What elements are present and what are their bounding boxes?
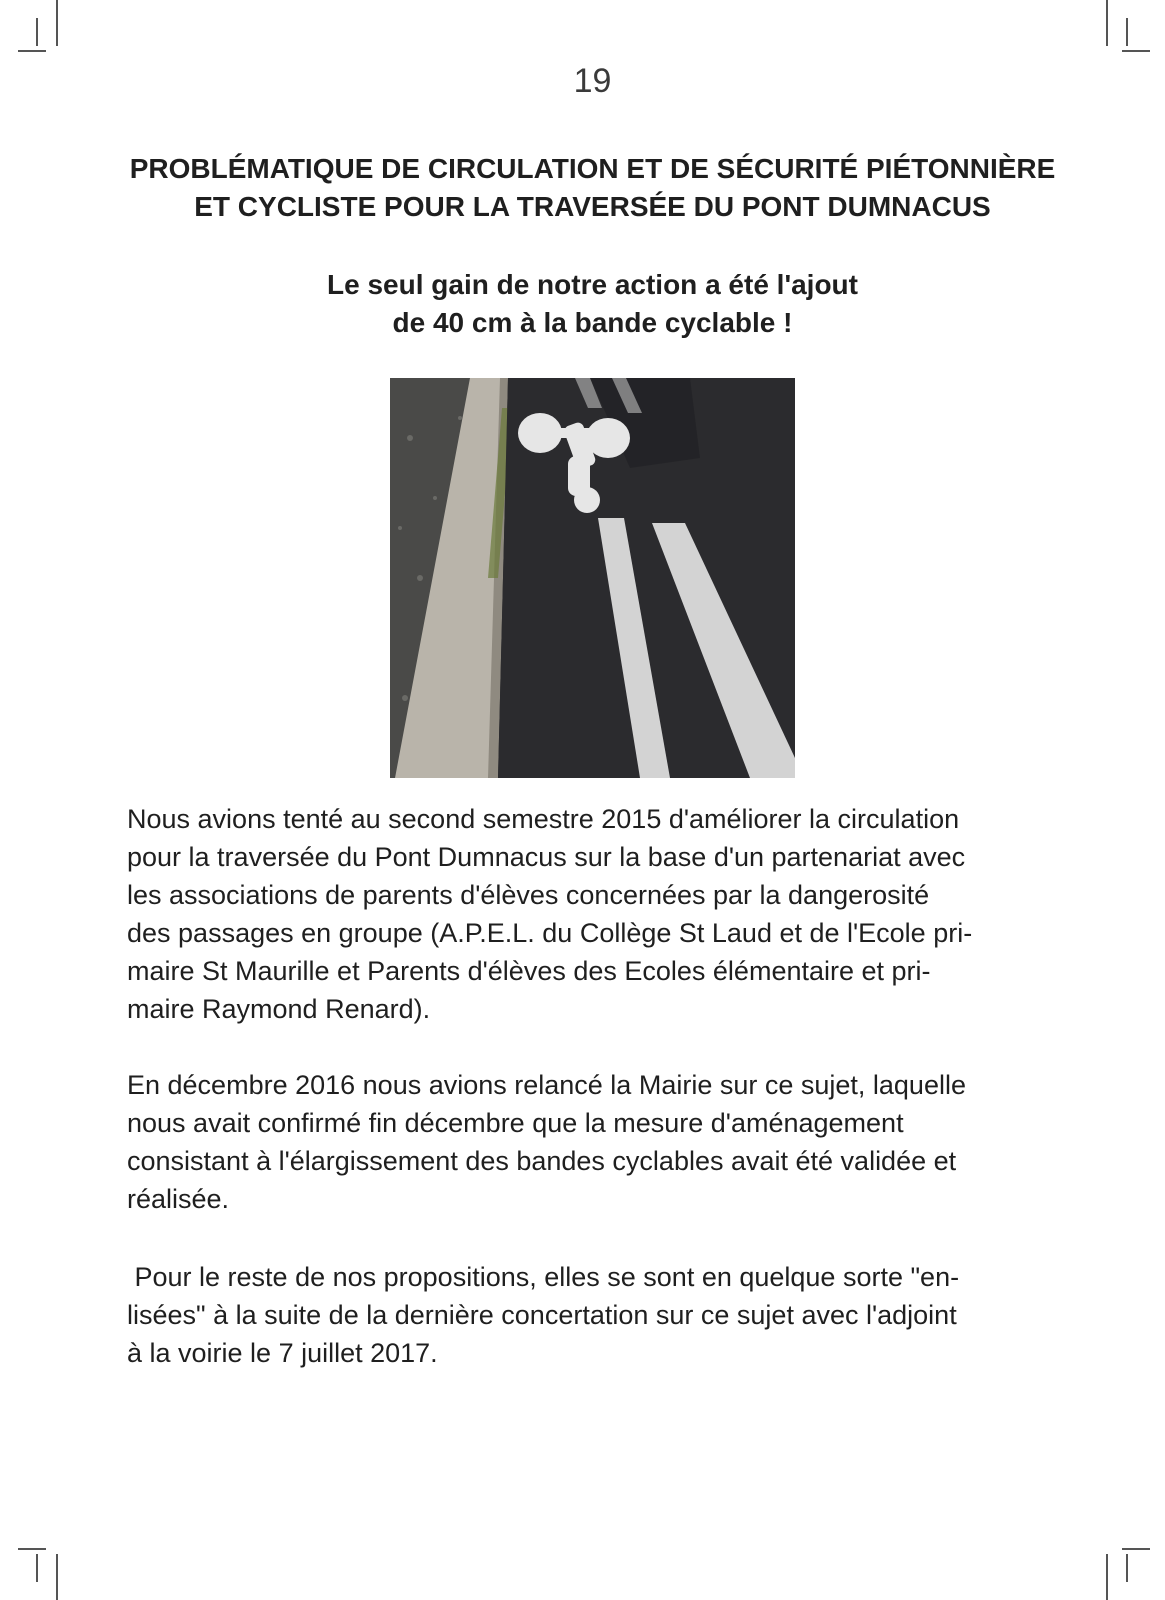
paragraph-line: les associations de parents d'élèves concernées par la dangerosité bbox=[127, 880, 930, 910]
paragraph-line: En décembre 2016 nous avions relancé la Mairie sur ce sujet, laquelle bbox=[127, 1070, 966, 1100]
paragraph-line: lisées" à la suite de la dernière concertation sur ce sujet avec l'adjoint bbox=[127, 1300, 957, 1330]
title-line: ET CYCLISTE POUR LA TRAVERSÉE DU PONT DUMNACUS bbox=[194, 191, 991, 222]
crop-mark-bottom-right-h bbox=[1122, 1548, 1150, 1550]
page-title bbox=[100, 150, 1085, 226]
paragraph-line: nous avait confirmé fin décembre que la mesure d'aménagement bbox=[127, 1108, 904, 1138]
crop-mark-top-right-v1 bbox=[1126, 18, 1128, 46]
paragraph-line: Nous avions tenté au second semestre 2015 d'améliorer la circulation bbox=[127, 804, 960, 834]
crop-mark-bottom-right-v2 bbox=[1106, 1554, 1108, 1600]
bike-lane-photo bbox=[390, 378, 795, 778]
crop-mark-top-left-v1 bbox=[36, 18, 38, 46]
crop-mark-bottom-left-v2 bbox=[56, 1554, 58, 1600]
paragraph-line: consistant à l'élargissement des bandes cyclables avait été validée et bbox=[127, 1146, 957, 1176]
paragraph-line: Pour le reste de nos propositions, elles se sont en quelque sorte "en- bbox=[127, 1262, 960, 1292]
paragraph-line: maire Raymond Renard). bbox=[127, 994, 431, 1024]
paragraph-line: à la voirie le 7 juillet 2017. bbox=[127, 1338, 438, 1368]
subtitle bbox=[200, 266, 985, 342]
crop-mark-top-left-h bbox=[18, 50, 46, 52]
paragraph bbox=[127, 1258, 1077, 1372]
paragraph-line: pour la traversée du Pont Dumnacus sur la base d'un partenariat avec bbox=[127, 842, 966, 872]
crop-mark-top-right-h bbox=[1122, 50, 1150, 52]
paragraph bbox=[127, 800, 1077, 1028]
page-number: 19 bbox=[573, 62, 612, 100]
crop-mark-bottom-left-h bbox=[18, 1548, 46, 1550]
paragraph bbox=[127, 1066, 1077, 1218]
bike-lane-illustration bbox=[390, 378, 795, 778]
crop-mark-top-right-v2 bbox=[1106, 0, 1108, 46]
crop-mark-bottom-left-v1 bbox=[36, 1554, 38, 1582]
subtitle-line: Le seul gain de notre action a été l'ajout bbox=[327, 269, 858, 300]
crop-mark-bottom-right-v1 bbox=[1126, 1554, 1128, 1582]
paragraph-line: réalisée. bbox=[127, 1184, 230, 1214]
paragraph-line: des passages en groupe (A.P.E.L. du Collège St Laud et de l'Ecole pri- bbox=[127, 918, 973, 948]
title-line: PROBLÉMATIQUE DE CIRCULATION ET DE SÉCURITÉ PIÉTONNIÈRE bbox=[129, 153, 1056, 184]
crop-mark-top-left-v2 bbox=[56, 0, 58, 46]
paragraph-line: maire St Maurille et Parents d'élèves des Ecoles élémentaire et pri- bbox=[127, 956, 931, 986]
subtitle-line: de 40 cm à la bande cyclable ! bbox=[392, 307, 793, 338]
